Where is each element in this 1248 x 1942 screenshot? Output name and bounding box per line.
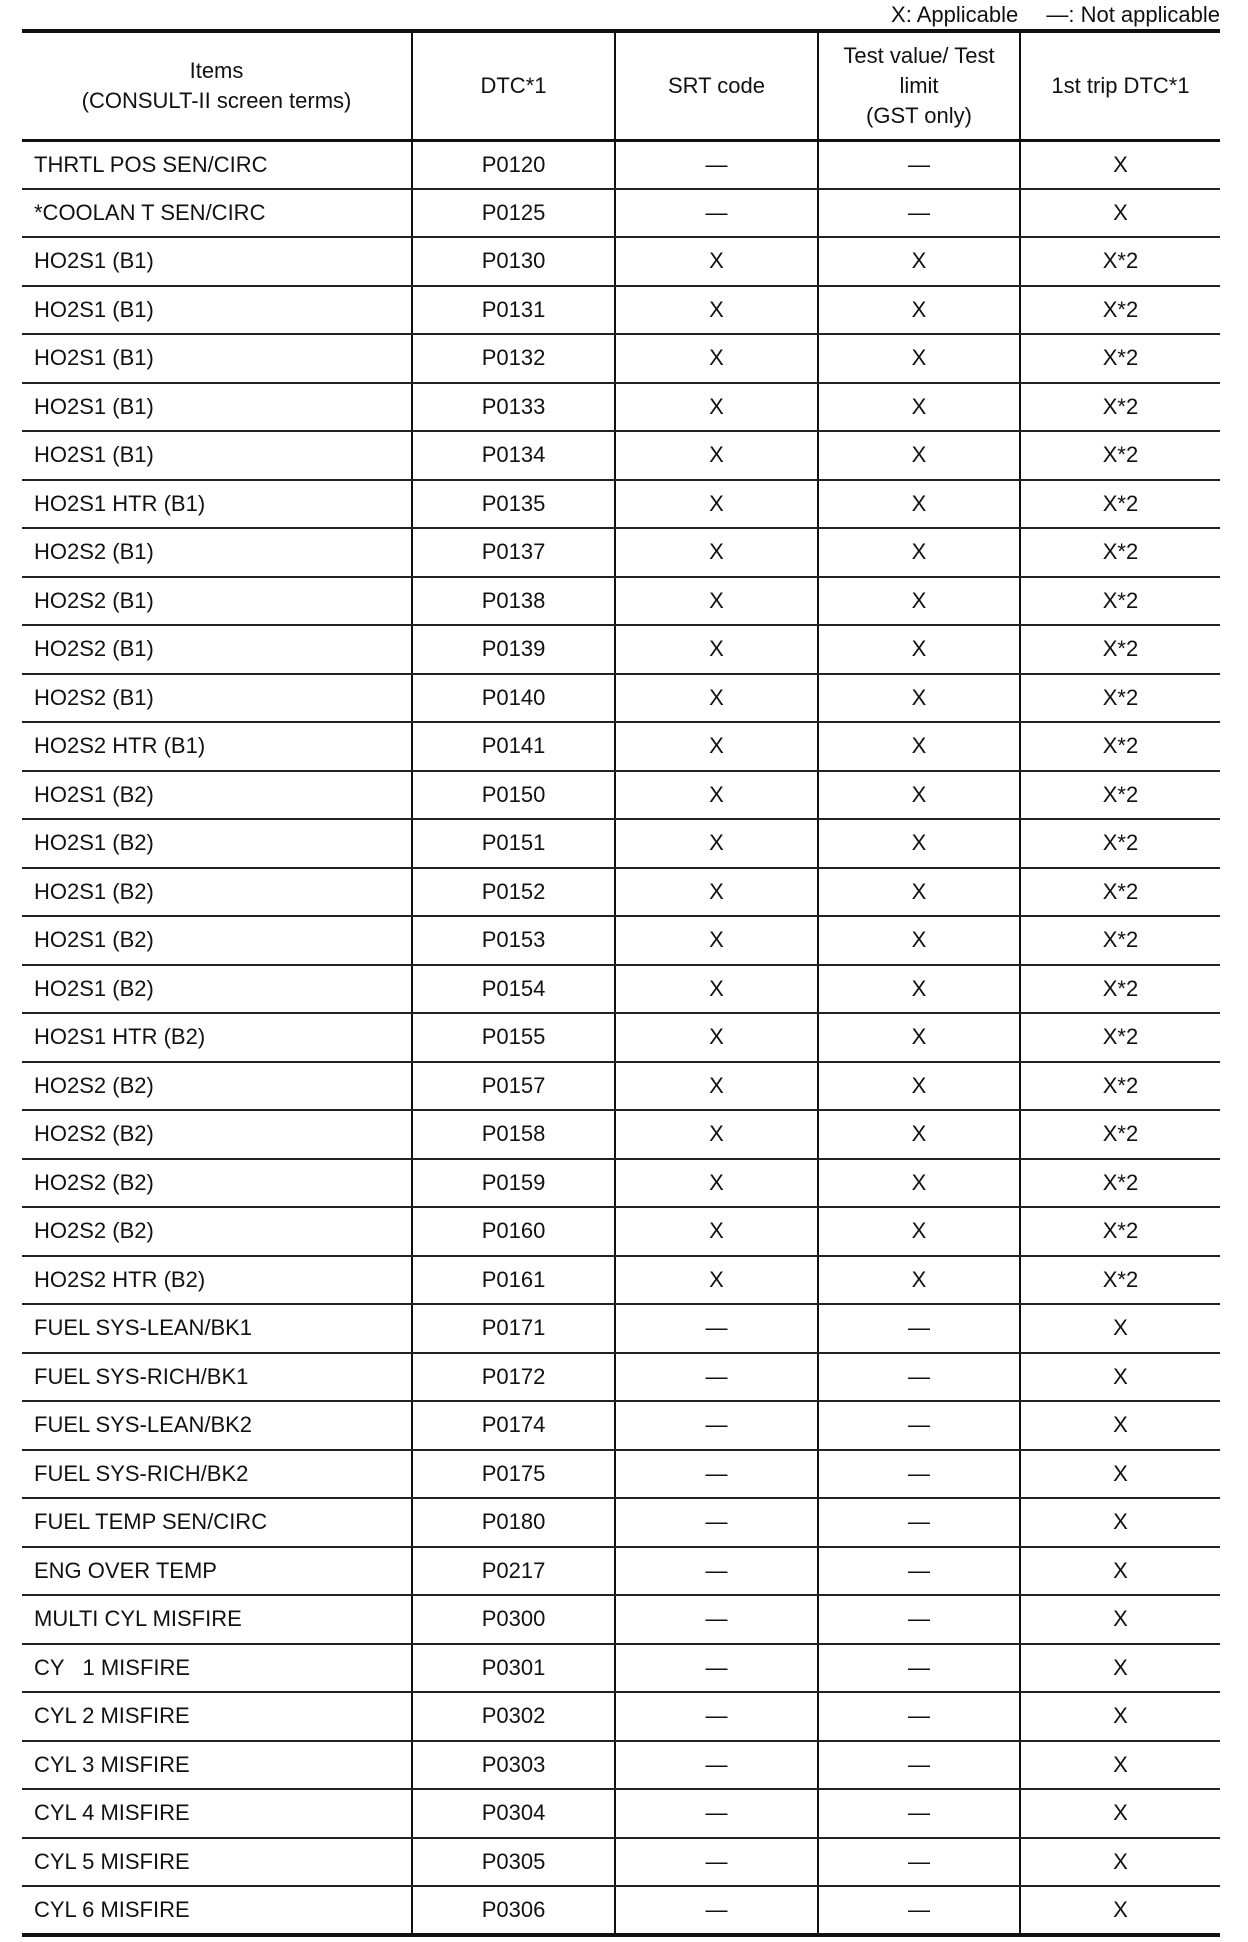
cell-item: HO2S2 (B2) <box>22 1110 412 1159</box>
cell-test-value: X <box>818 868 1020 917</box>
cell-test-value: X <box>818 431 1020 480</box>
cell-test-value: X <box>818 1256 1020 1305</box>
cell-item: HO2S1 (B1) <box>22 383 412 432</box>
cell-dtc: P0303 <box>412 1741 615 1790</box>
cell-item: HO2S2 (B1) <box>22 674 412 723</box>
table-row <box>22 1450 1220 1499</box>
cell-test-value: — <box>818 1886 1020 1935</box>
cell-first-trip-dtc: X*2 <box>1020 819 1220 868</box>
cell-dtc: P0302 <box>412 1692 615 1741</box>
cell-dtc: P0139 <box>412 625 615 674</box>
header-srt: SRT code <box>615 31 818 140</box>
cell-srt-code: X <box>615 771 818 820</box>
cell-test-value: X <box>818 1110 1020 1159</box>
cell-item: HO2S1 (B2) <box>22 819 412 868</box>
cell-first-trip-dtc: X <box>1020 140 1220 189</box>
cell-srt-code: X <box>615 722 818 771</box>
cell-item: ENG OVER TEMP <box>22 1547 412 1596</box>
cell-test-value: — <box>818 1644 1020 1693</box>
table-row <box>22 1547 1220 1596</box>
cell-first-trip-dtc: X*2 <box>1020 771 1220 820</box>
table-row <box>22 1013 1220 1062</box>
cell-first-trip-dtc: X*2 <box>1020 1013 1220 1062</box>
header-first-trip: 1st trip DTC*1 <box>1020 31 1220 140</box>
cell-dtc: P0175 <box>412 1450 615 1499</box>
cell-item: HO2S2 (B1) <box>22 577 412 626</box>
cell-srt-code: X <box>615 1062 818 1111</box>
cell-test-value: X <box>818 480 1020 529</box>
cell-item: FUEL SYS-RICH/BK2 <box>22 1450 412 1499</box>
cell-dtc: P0172 <box>412 1353 615 1402</box>
cell-srt-code: X <box>615 674 818 723</box>
header-test-line2: limit <box>899 72 939 98</box>
cell-dtc: P0171 <box>412 1304 615 1353</box>
table-row <box>22 868 1220 917</box>
cell-test-value: — <box>818 1595 1020 1644</box>
cell-srt-code: — <box>615 1498 818 1547</box>
table-row <box>22 189 1220 238</box>
cell-first-trip-dtc: X*2 <box>1020 480 1220 529</box>
cell-dtc: P0155 <box>412 1013 615 1062</box>
cell-test-value: — <box>818 189 1020 238</box>
cell-dtc: P0157 <box>412 1062 615 1111</box>
cell-item: HO2S1 (B2) <box>22 868 412 917</box>
cell-first-trip-dtc: X*2 <box>1020 965 1220 1014</box>
cell-first-trip-dtc: X <box>1020 1692 1220 1741</box>
cell-test-value: X <box>818 722 1020 771</box>
cell-srt-code: X <box>615 431 818 480</box>
cell-dtc: P0135 <box>412 480 615 529</box>
cell-srt-code: X <box>615 480 818 529</box>
table-row <box>22 1207 1220 1256</box>
cell-test-value: — <box>818 1547 1020 1596</box>
table-row <box>22 480 1220 529</box>
cell-srt-code: X <box>615 286 818 335</box>
cell-item: FUEL SYS-LEAN/BK2 <box>22 1401 412 1450</box>
cell-srt-code: — <box>615 1741 818 1790</box>
cell-item: CYL 4 MISFIRE <box>22 1789 412 1838</box>
cell-first-trip-dtc: X <box>1020 1304 1220 1353</box>
cell-dtc: P0150 <box>412 771 615 820</box>
cell-dtc: P0300 <box>412 1595 615 1644</box>
cell-first-trip-dtc: X*2 <box>1020 868 1220 917</box>
table-row <box>22 577 1220 626</box>
cell-first-trip-dtc: X <box>1020 1789 1220 1838</box>
cell-dtc: P0130 <box>412 237 615 286</box>
cell-test-value: — <box>818 140 1020 189</box>
cell-first-trip-dtc: X*2 <box>1020 286 1220 335</box>
cell-item: MULTI CYL MISFIRE <box>22 1595 412 1644</box>
cell-first-trip-dtc: X*2 <box>1020 383 1220 432</box>
table-header <box>22 31 1220 140</box>
cell-first-trip-dtc: X*2 <box>1020 1207 1220 1256</box>
cell-first-trip-dtc: X*2 <box>1020 237 1220 286</box>
cell-first-trip-dtc: X <box>1020 1595 1220 1644</box>
cell-dtc: P0141 <box>412 722 615 771</box>
cell-first-trip-dtc: X <box>1020 1741 1220 1790</box>
cell-srt-code: X <box>615 334 818 383</box>
cell-srt-code: — <box>615 1789 818 1838</box>
cell-test-value: X <box>818 577 1020 626</box>
table-row <box>22 722 1220 771</box>
cell-first-trip-dtc: X*2 <box>1020 1062 1220 1111</box>
cell-srt-code: — <box>615 1595 818 1644</box>
cell-first-trip-dtc: X <box>1020 1886 1220 1935</box>
cell-test-value: — <box>818 1498 1020 1547</box>
table-row <box>22 1353 1220 1402</box>
table-row <box>22 965 1220 1014</box>
cell-test-value: — <box>818 1353 1020 1402</box>
table-row <box>22 237 1220 286</box>
cell-dtc: P0160 <box>412 1207 615 1256</box>
cell-srt-code: X <box>615 965 818 1014</box>
cell-test-value: X <box>818 1159 1020 1208</box>
cell-item: CY 1 MISFIRE <box>22 1644 412 1693</box>
table-row <box>22 1692 1220 1741</box>
cell-first-trip-dtc: X*2 <box>1020 916 1220 965</box>
cell-item: HO2S2 HTR (B2) <box>22 1256 412 1305</box>
table-row <box>22 1159 1220 1208</box>
cell-item: HO2S1 (B2) <box>22 965 412 1014</box>
cell-first-trip-dtc: X*2 <box>1020 625 1220 674</box>
cell-first-trip-dtc: X <box>1020 1450 1220 1499</box>
cell-first-trip-dtc: X <box>1020 1644 1220 1693</box>
cell-srt-code: X <box>615 868 818 917</box>
legend-not-applicable: —: Not applicable <box>1046 2 1220 27</box>
cell-item: CYL 6 MISFIRE <box>22 1886 412 1935</box>
cell-srt-code: X <box>615 528 818 577</box>
cell-item: HO2S2 (B2) <box>22 1207 412 1256</box>
cell-test-value: X <box>818 286 1020 335</box>
cell-item: HO2S1 (B1) <box>22 431 412 480</box>
cell-test-value: — <box>818 1692 1020 1741</box>
cell-srt-code: X <box>615 1256 818 1305</box>
cell-item: HO2S1 (B1) <box>22 334 412 383</box>
cell-item: HO2S1 HTR (B1) <box>22 480 412 529</box>
header-row <box>22 31 1220 140</box>
cell-item: *COOLAN T SEN/CIRC <box>22 189 412 238</box>
cell-test-value: X <box>818 965 1020 1014</box>
table-row <box>22 1401 1220 1450</box>
cell-first-trip-dtc: X*2 <box>1020 431 1220 480</box>
cell-item: HO2S2 (B2) <box>22 1159 412 1208</box>
table-row <box>22 1062 1220 1111</box>
cell-test-value: X <box>818 771 1020 820</box>
table-row <box>22 431 1220 480</box>
cell-test-value: X <box>818 383 1020 432</box>
cell-first-trip-dtc: X*2 <box>1020 674 1220 723</box>
cell-first-trip-dtc: X <box>1020 189 1220 238</box>
cell-first-trip-dtc: X <box>1020 1353 1220 1402</box>
cell-srt-code: — <box>615 1547 818 1596</box>
cell-dtc: P0153 <box>412 916 615 965</box>
table-row <box>22 674 1220 723</box>
table-row <box>22 334 1220 383</box>
cell-srt-code: — <box>615 1838 818 1887</box>
header-dtc: DTC*1 <box>412 31 615 140</box>
cell-test-value: X <box>818 1207 1020 1256</box>
cell-srt-code: X <box>615 916 818 965</box>
table-row <box>22 625 1220 674</box>
cell-item: FUEL SYS-LEAN/BK1 <box>22 1304 412 1353</box>
cell-dtc: P0154 <box>412 965 615 1014</box>
cell-test-value: X <box>818 1013 1020 1062</box>
dtc-table <box>22 29 1220 1937</box>
cell-srt-code: — <box>615 1886 818 1935</box>
cell-first-trip-dtc: X*2 <box>1020 577 1220 626</box>
cell-first-trip-dtc: X*2 <box>1020 1159 1220 1208</box>
cell-first-trip-dtc: X <box>1020 1838 1220 1887</box>
table-row <box>22 1595 1220 1644</box>
cell-item: FUEL TEMP SEN/CIRC <box>22 1498 412 1547</box>
cell-first-trip-dtc: X*2 <box>1020 722 1220 771</box>
cell-first-trip-dtc: X <box>1020 1401 1220 1450</box>
table-body <box>22 140 1220 1935</box>
cell-first-trip-dtc: X*2 <box>1020 1110 1220 1159</box>
cell-srt-code: X <box>615 1159 818 1208</box>
cell-first-trip-dtc: X <box>1020 1498 1220 1547</box>
cell-dtc: P0174 <box>412 1401 615 1450</box>
cell-srt-code: X <box>615 1110 818 1159</box>
cell-dtc: P0134 <box>412 431 615 480</box>
header-test-line1: Test value/ Test <box>843 42 995 68</box>
cell-test-value: — <box>818 1789 1020 1838</box>
header-test-line3: (GST only) <box>866 102 972 128</box>
cell-srt-code: — <box>615 189 818 238</box>
cell-item: FUEL SYS-RICH/BK1 <box>22 1353 412 1402</box>
cell-dtc: P0137 <box>412 528 615 577</box>
table-row <box>22 528 1220 577</box>
cell-test-value: X <box>818 674 1020 723</box>
cell-srt-code: — <box>615 1692 818 1741</box>
cell-srt-code: — <box>615 1353 818 1402</box>
cell-srt-code: — <box>615 1304 818 1353</box>
cell-dtc: P0120 <box>412 140 615 189</box>
cell-item: HO2S1 (B1) <box>22 237 412 286</box>
cell-srt-code: — <box>615 140 818 189</box>
cell-test-value: — <box>818 1741 1020 1790</box>
cell-dtc: P0161 <box>412 1256 615 1305</box>
cell-first-trip-dtc: X <box>1020 1547 1220 1596</box>
cell-dtc: P0152 <box>412 868 615 917</box>
table-row <box>22 1256 1220 1305</box>
cell-dtc: P0138 <box>412 577 615 626</box>
cell-srt-code: — <box>615 1401 818 1450</box>
cell-item: CYL 5 MISFIRE <box>22 1838 412 1887</box>
header-items-line2: (CONSULT-II screen terms) <box>81 87 352 113</box>
cell-test-value: — <box>818 1401 1020 1450</box>
cell-srt-code: X <box>615 1207 818 1256</box>
table-row <box>22 1110 1220 1159</box>
cell-test-value: X <box>818 916 1020 965</box>
cell-dtc: P0125 <box>412 189 615 238</box>
cell-test-value: X <box>818 625 1020 674</box>
cell-dtc: P0140 <box>412 674 615 723</box>
cell-srt-code: X <box>615 237 818 286</box>
cell-srt-code: X <box>615 383 818 432</box>
header-items-line1: Items <box>189 57 244 83</box>
cell-item: HO2S2 (B1) <box>22 528 412 577</box>
cell-item: CYL 2 MISFIRE <box>22 1692 412 1741</box>
cell-dtc: P0180 <box>412 1498 615 1547</box>
cell-test-value: X <box>818 819 1020 868</box>
table-row <box>22 1304 1220 1353</box>
cell-first-trip-dtc: X*2 <box>1020 1256 1220 1305</box>
cell-item: CYL 3 MISFIRE <box>22 1741 412 1790</box>
cell-test-value: X <box>818 334 1020 383</box>
cell-dtc: P0306 <box>412 1886 615 1935</box>
cell-item: HO2S2 (B2) <box>22 1062 412 1111</box>
cell-test-value: — <box>818 1450 1020 1499</box>
cell-dtc: P0217 <box>412 1547 615 1596</box>
header-test-value <box>818 31 1020 140</box>
cell-first-trip-dtc: X*2 <box>1020 528 1220 577</box>
cell-dtc: P0158 <box>412 1110 615 1159</box>
cell-dtc: P0132 <box>412 334 615 383</box>
cell-dtc: P0131 <box>412 286 615 335</box>
cell-srt-code: — <box>615 1644 818 1693</box>
cell-item: HO2S2 HTR (B1) <box>22 722 412 771</box>
cell-test-value: — <box>818 1838 1020 1887</box>
table-row <box>22 286 1220 335</box>
cell-item: HO2S1 (B2) <box>22 916 412 965</box>
legend-applicable: X: Applicable <box>891 2 1019 27</box>
cell-first-trip-dtc: X*2 <box>1020 334 1220 383</box>
cell-srt-code: X <box>615 625 818 674</box>
cell-dtc: P0151 <box>412 819 615 868</box>
cell-srt-code: X <box>615 819 818 868</box>
cell-dtc: P0305 <box>412 1838 615 1887</box>
table-row <box>22 916 1220 965</box>
table-row <box>22 1838 1220 1887</box>
cell-test-value: X <box>818 1062 1020 1111</box>
cell-item: HO2S1 HTR (B2) <box>22 1013 412 1062</box>
table-row <box>22 1644 1220 1693</box>
cell-item: HO2S1 (B2) <box>22 771 412 820</box>
cell-dtc: P0159 <box>412 1159 615 1208</box>
cell-item: THRTL POS SEN/CIRC <box>22 140 412 189</box>
table-row <box>22 1886 1220 1935</box>
table-row <box>22 771 1220 820</box>
cell-item: HO2S1 (B1) <box>22 286 412 335</box>
table-row <box>22 383 1220 432</box>
header-items <box>22 31 412 140</box>
cell-test-value: X <box>818 237 1020 286</box>
table-row <box>22 1789 1220 1838</box>
table-row <box>22 1741 1220 1790</box>
cell-srt-code: X <box>615 1013 818 1062</box>
cell-dtc: P0301 <box>412 1644 615 1693</box>
cell-dtc: P0304 <box>412 1789 615 1838</box>
table-row <box>22 140 1220 189</box>
cell-item: HO2S2 (B1) <box>22 625 412 674</box>
cell-dtc: P0133 <box>412 383 615 432</box>
cell-test-value: X <box>818 528 1020 577</box>
legend <box>891 2 1220 28</box>
table-row <box>22 1498 1220 1547</box>
table-row <box>22 819 1220 868</box>
cell-test-value: — <box>818 1304 1020 1353</box>
cell-srt-code: — <box>615 1450 818 1499</box>
cell-srt-code: X <box>615 577 818 626</box>
